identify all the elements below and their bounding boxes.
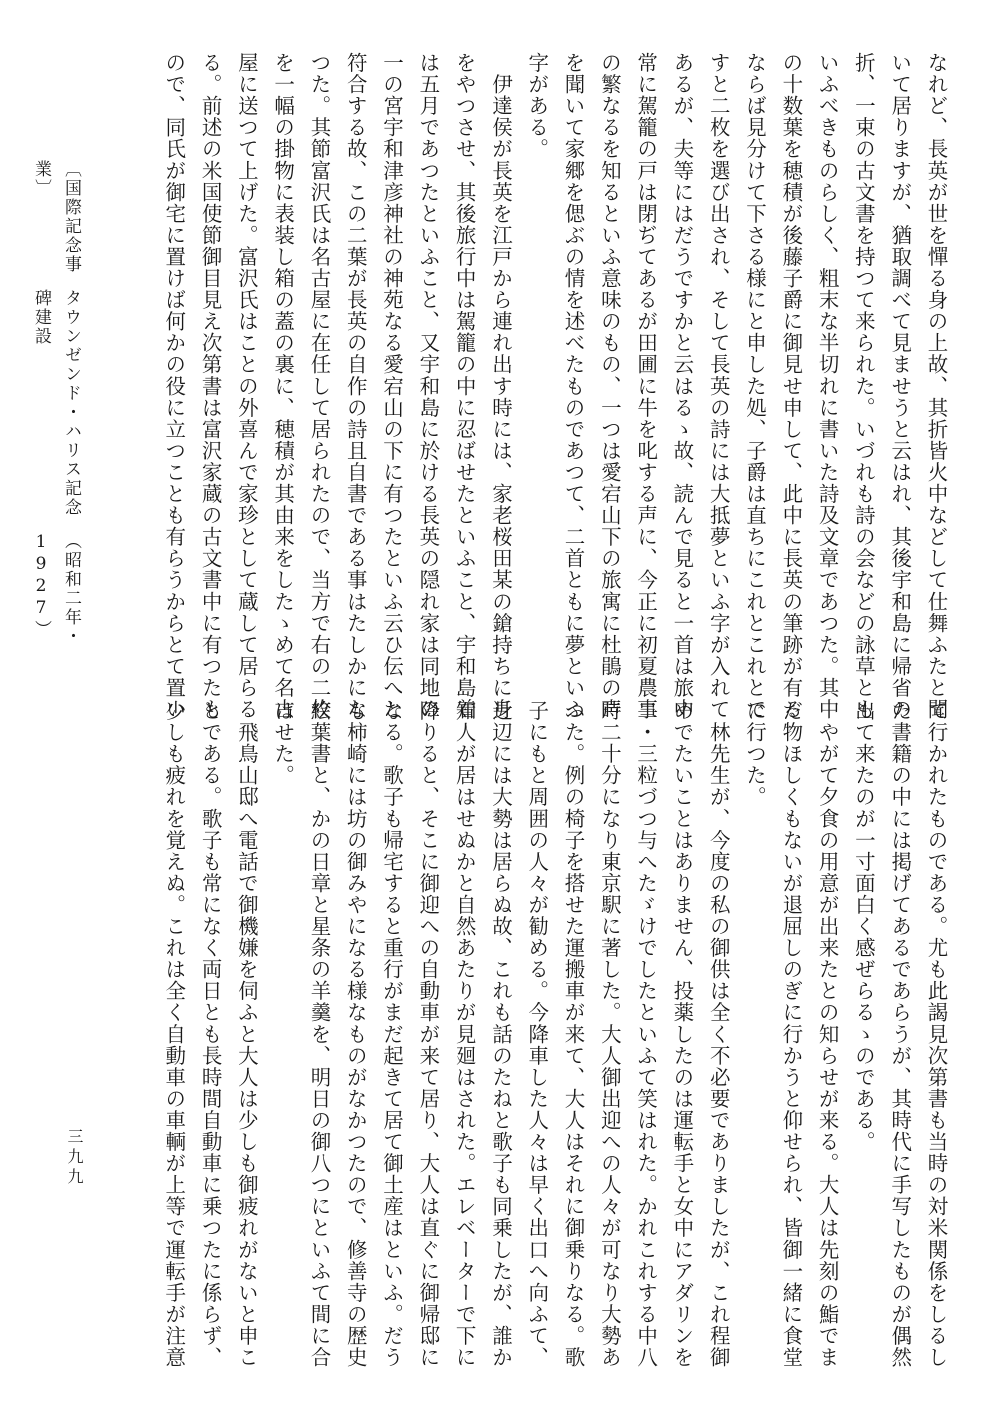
- text-line: ので、同氏が御宅に置けば何かの役に立つことも有らうからとて置い: [161, 52, 186, 721]
- text-line: つた。其節富沢氏は名古屋に在任して居られたので、当方で右の二枚: [306, 52, 331, 721]
- text-line: 常に駕籠の戸は閉ぢてあるが田圃に牛を叱する声に、今正に初夏農事: [633, 52, 658, 721]
- text-line: いて居りますが、猶取調べて見ませうと云はれ、其後宇和島に帰省の: [887, 52, 912, 721]
- text-line: だ物ほしくもないが退屈しのぎに行かうと仰せられ、皆御一緒に食堂: [778, 700, 803, 1369]
- text-line: 字がある。: [524, 52, 549, 160]
- running-header: [31, 160, 86, 720]
- header-title: タウンゼンド・ハリス記念碑建設: [31, 289, 81, 518]
- text-line: 時二十分になり東京駅に著した。大人御出迎への人々が可なり大勢あ: [597, 700, 622, 1369]
- text-line: も柿崎には坊の御みやになる様なものがなかつたので、修善寺の歴史: [343, 700, 368, 1369]
- text-line: を聞いて家郷を偲ぶの情を述べたものであつて、二首ともに夢といふ: [561, 52, 586, 721]
- text-line: 近辺には大勢は居らぬ故、これも話のたねと歌子も同乗したが、誰か: [488, 700, 513, 1369]
- page-number: 三九九: [65, 1128, 84, 1188]
- text-line: とである。歌子も常になく両日とも長時間自動車に乗つたに係らず、: [198, 700, 223, 1369]
- text-line: 林先生が、今度の私の御供は全く不必要でありましたが、これ程御: [706, 700, 731, 1369]
- upper-text-block: [96, 52, 954, 721]
- text-line: に行つた。: [742, 700, 767, 808]
- lower-text-block: [96, 700, 954, 1369]
- text-line: 折、一束の古文書を持つて来られた。いづれも詩の会などの詠草とも: [851, 52, 876, 721]
- text-line: ならば見分けて下さる様にと申した処、子爵は直ちにこれとこれとで: [742, 52, 767, 721]
- text-line: て行かれたものである。尤も此謁見次第書も当時の対米関係をしるし: [924, 700, 948, 1369]
- text-line: 飛鳥山邸へ電話で御機嫌を伺ふと大人は少しも御疲れがないと申こ: [234, 700, 259, 1369]
- text-line: 伊達侯が長英を江戸から連れ出す時には、家老桜田某の鎗持ちに身: [488, 52, 513, 721]
- text-line: あるが、夫等にはだうですかと云はるゝ故、読んで見ると一首は旅中: [669, 52, 694, 721]
- text-line: めでたいことはありません、投薬したのは運転手と女中にアダリンを: [669, 700, 694, 1369]
- text-line: つた。例の椅子を搭せた運搬車が来て、大人はそれに御乗りなる。歌: [561, 700, 586, 1369]
- text-line: 絵葉書と、かの日章と星条の羊羹を、明日の御八つにといふて間に合: [306, 700, 331, 1369]
- text-line: の十数葉を穂積が後藤子爵に御見せ申して、此中に長英の筆跡が有る: [778, 52, 803, 721]
- text-line: 二・三粒づつ与へたゞけでしたといふて笑はれた。かれこれする中八: [633, 700, 658, 1369]
- text-line: すと二枚を選び出され、そして長英の詩には大抵夢といふ字が入れて: [706, 52, 731, 721]
- text-line: 知人が居はせぬかと自然あたりが見廻はされた。エレベーターで下に: [452, 700, 477, 1369]
- header-year: （昭和二年・1927）: [31, 531, 81, 646]
- text-line: は五月であつたといふこと、又宇和島に於ける長英の隠れ家は同地の: [415, 52, 440, 721]
- text-line: をやつさせ、其後旅行中は駕籠の中に忍ばせたといふこと、宇和島着: [452, 52, 477, 721]
- text-line: 少しも疲れを覚えぬ。これは全く自動車の車輌が上等で運転手が注意: [161, 700, 186, 1369]
- text-line: 降りると、そこに御迎への自動車が来て居り、大人は直ぐに御帰邸に: [415, 700, 440, 1369]
- text-line: 屋に送つて上げた。富沢氏はことの外喜んで家珍として蔵して居らる: [234, 52, 259, 721]
- text-line: やがて夕食の用意が出来たとの知らせが来る。大人は先刻の鮨でま: [815, 700, 840, 1369]
- header-series: 〔国際記念事業〕: [31, 160, 81, 274]
- text-line: を一幅の掛物に表装し箱の蓋の裏に、穂積が其由来をしたゝめて名古: [270, 52, 295, 721]
- text-line: 一の宮宇和津彦神社の神苑なる愛宕山の下に有つたといふ云ひ伝へと: [379, 52, 404, 721]
- text-line: の繁なるを知るといふ意味のもの、一つは愛宕山下の旅寓に杜鵑の声: [597, 52, 622, 721]
- text-line: 符合する故、この二葉が長英の自作の詩且自書である事はたしかにな: [343, 52, 368, 721]
- text-line: た書籍の中には掲げてあるであらうが、其時代に手写したものが偶然: [887, 700, 912, 1369]
- text-line: る。前述の米国使節御目見え次第書は富沢家蔵の古文書中に有つたも: [198, 52, 223, 721]
- text-line: なれど、長英が世を憚る身の上故、其折皆火中などして仕舞ふたと聞: [924, 52, 948, 721]
- text-line: いふべきものらしく、粗末な半切れに書いた詩及文章であつた。其中: [815, 52, 840, 721]
- text-line: 出て来たのが一寸面白く感ぜらるゝのである。: [851, 700, 876, 1153]
- text-line: 子にもと周囲の人々が勧める。今降車した人々は早く出口へ向ふて、: [524, 700, 549, 1369]
- text-line: はせた。: [270, 700, 295, 787]
- text-line: なる。歌子も帰宅すると重行がまだ起きて居て御土産はといふ。だう: [379, 700, 404, 1369]
